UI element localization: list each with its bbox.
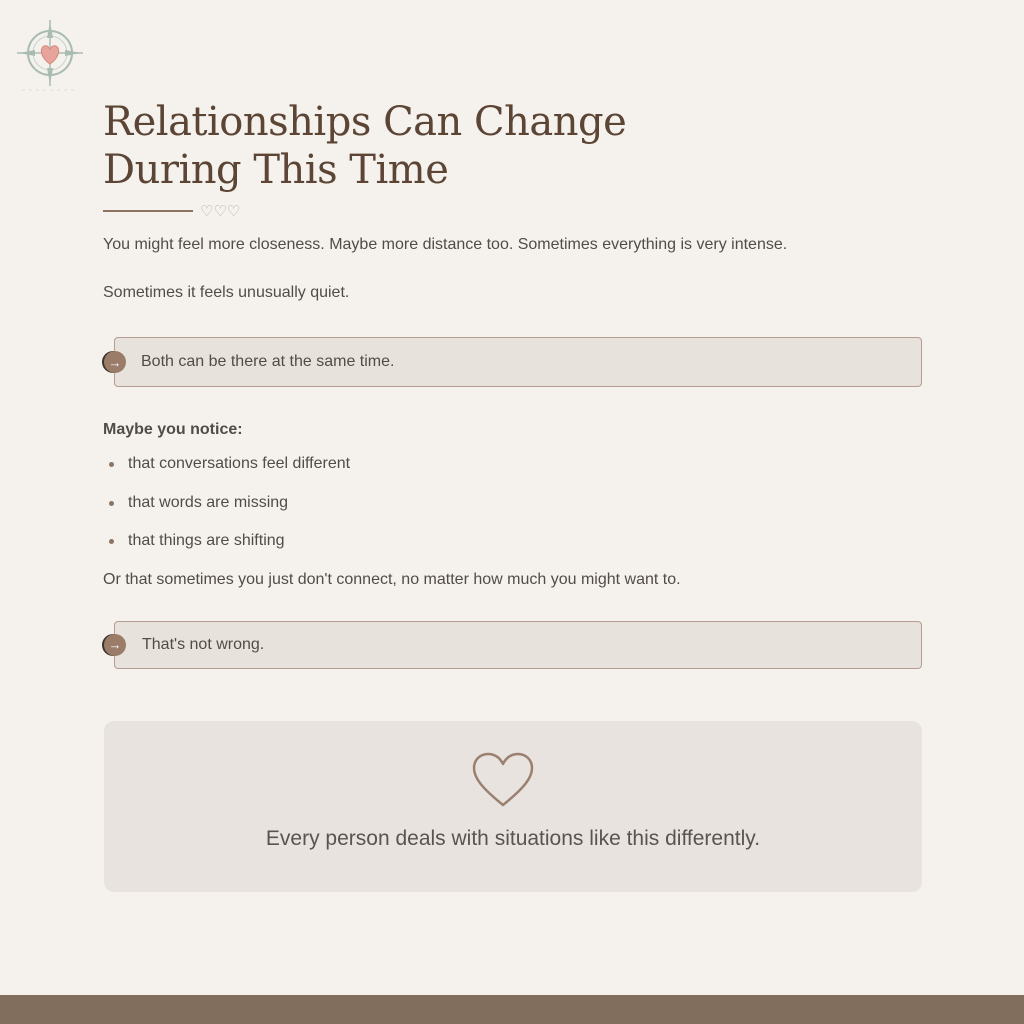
divider-line [103,210,193,212]
callout-not-wrong [108,621,922,669]
list-item: that words are missing [103,492,923,514]
main-content [103,98,923,892]
page-title: Relationships Can Change During This Time [103,99,627,193]
intro-paragraph-1: You might feel more closeness. Maybe more distance too. Sometimes everything is very intense. [103,236,788,253]
title-divider [103,203,923,219]
arrow-right-icon: → [104,634,126,656]
notice-list [103,453,923,552]
arrow-right-icon: → [104,351,126,373]
closing-card [104,721,922,892]
notice-heading: Maybe you notice: [103,421,243,438]
heart-outline-icon [472,752,534,808]
callout-both-at-same-time [108,337,922,387]
callout-text: Both can be there at the same time. [141,353,395,370]
intro-paragraph-2: Sometimes it feels unusually quiet. [103,284,350,301]
card-text: Every person deals with situations like this differently. [265,826,761,850]
compass-heart-icon [16,18,84,92]
footer-bar [0,995,1024,1024]
divider-hearts-icon: ♡♡♡ [200,202,241,220]
paragraph-3: Or that sometimes you just don't connect, no matter how much you might want to. [103,570,681,588]
callout-text: That's not wrong. [142,635,265,653]
list-item: that conversations feel different [103,453,923,475]
list-item: that things are shifting [103,530,923,552]
